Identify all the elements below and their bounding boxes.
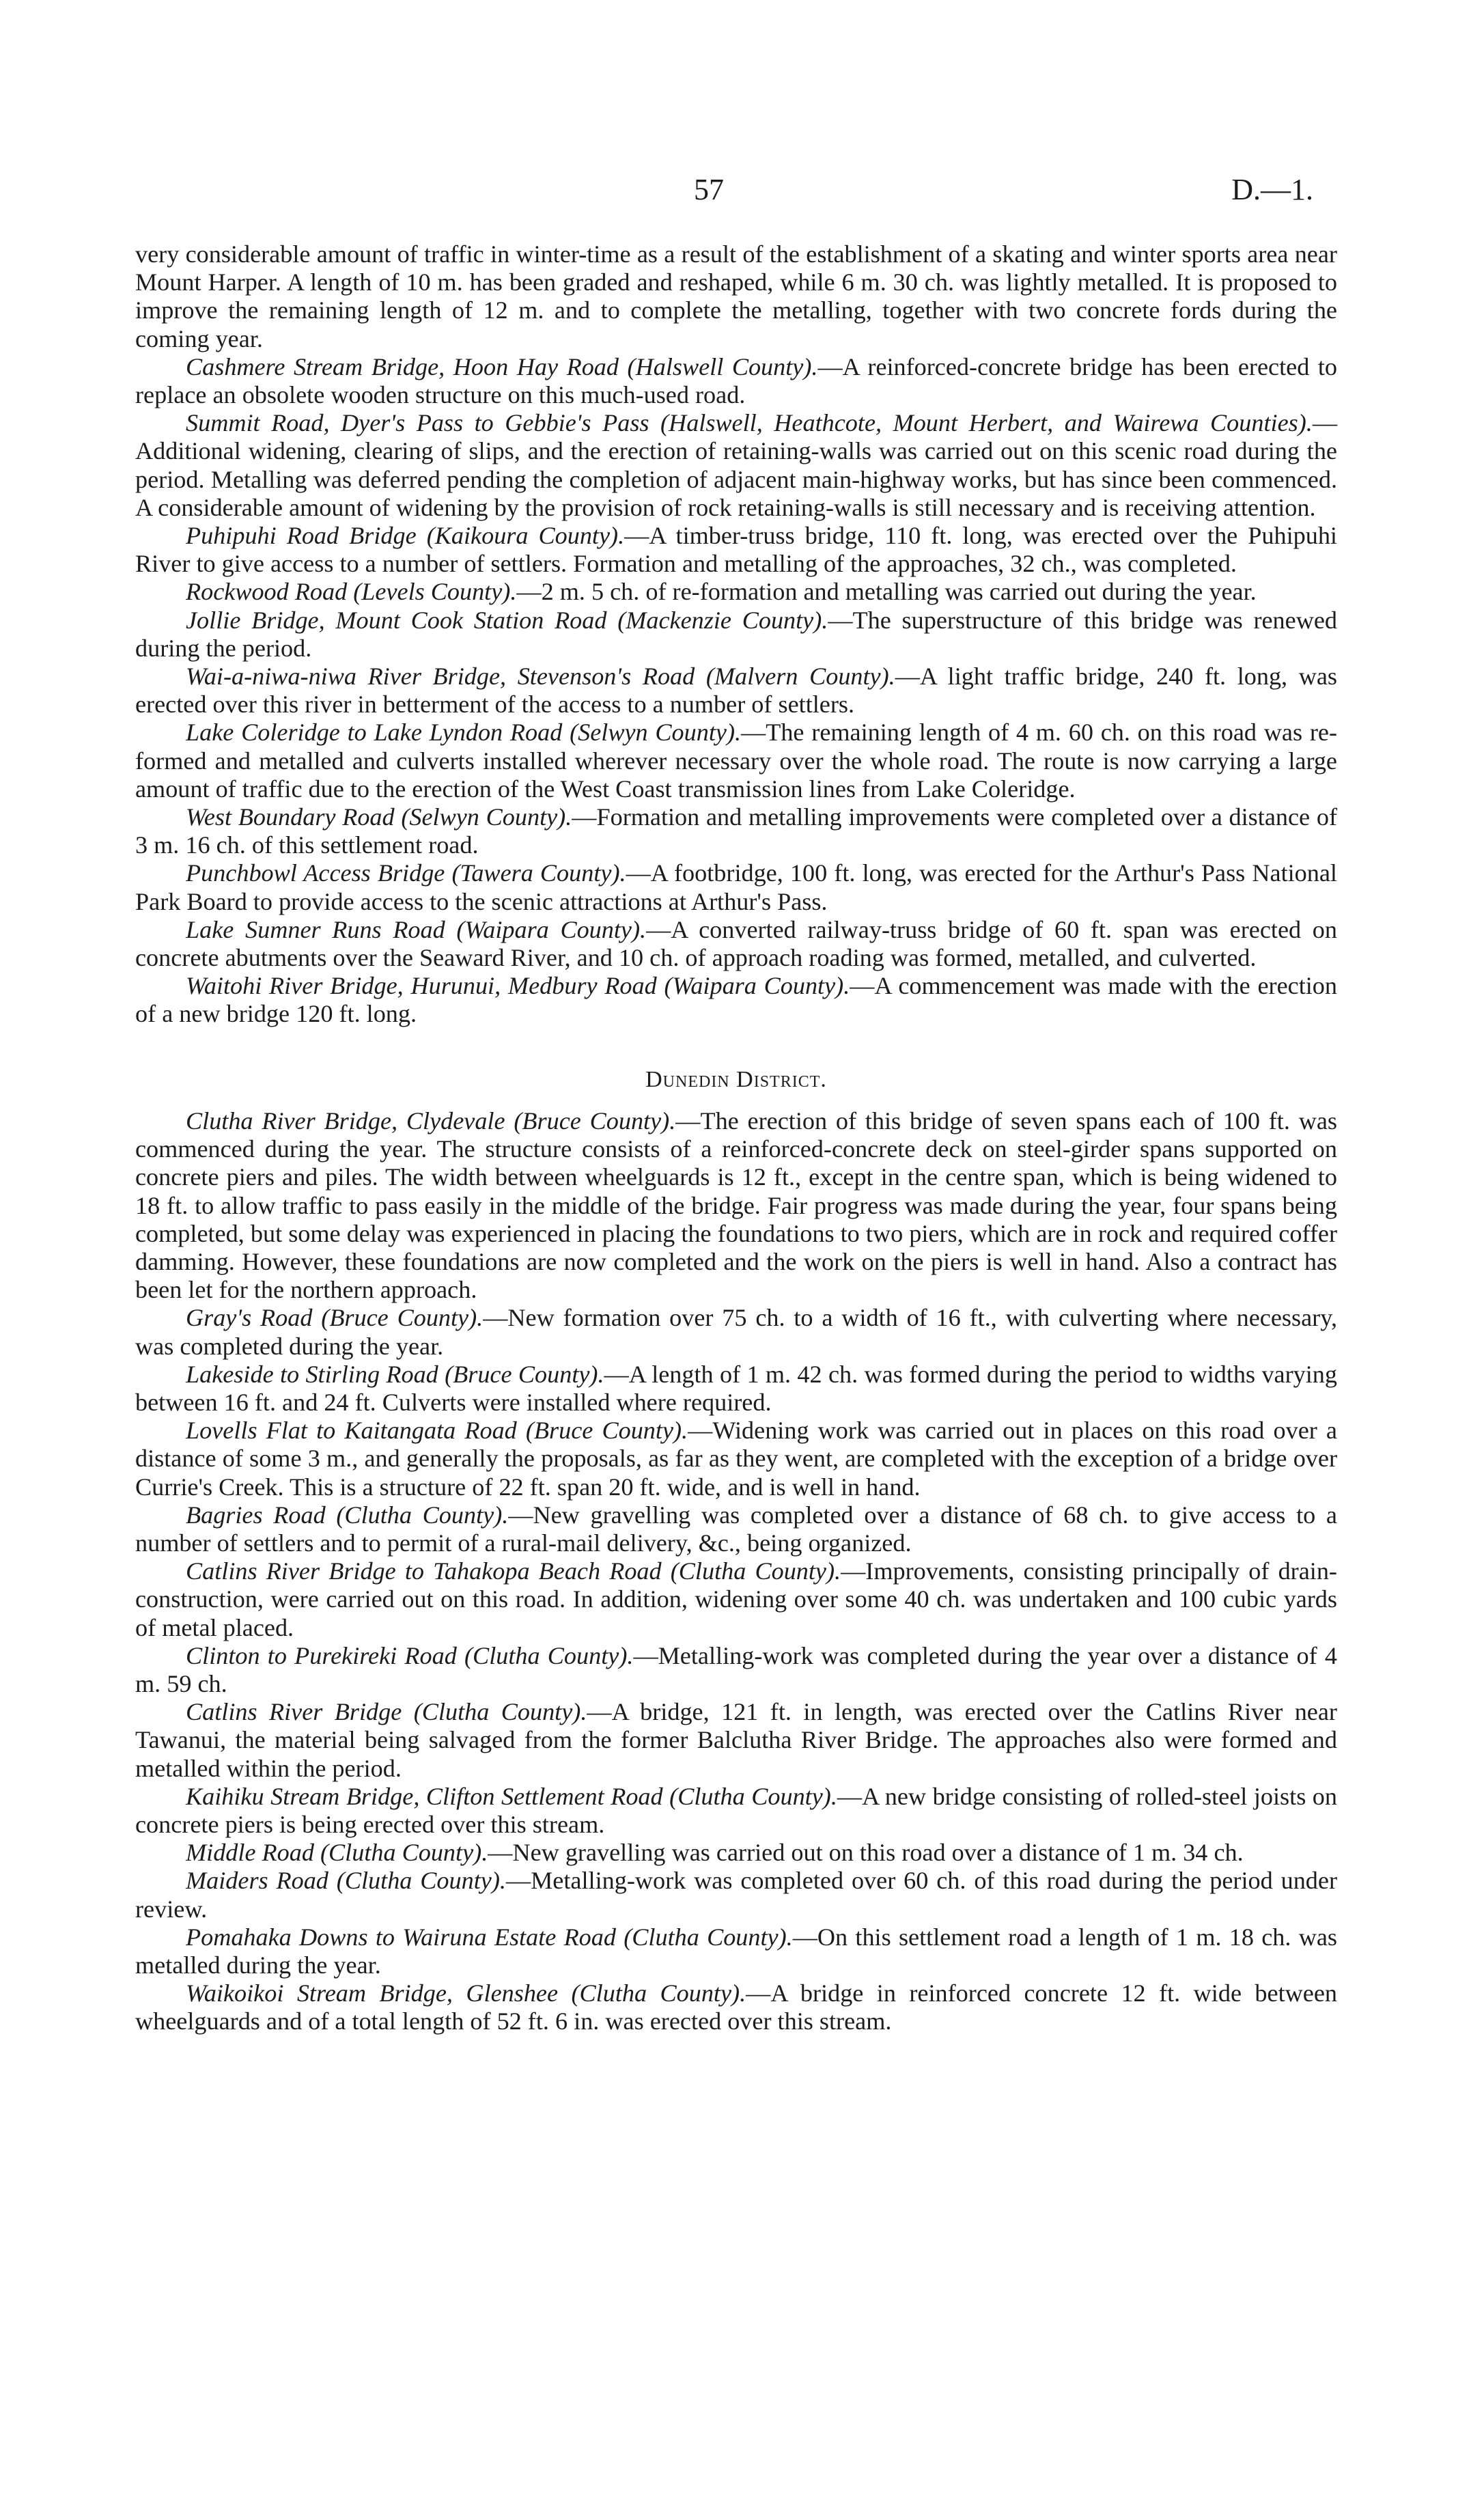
entry-title: Waikoikoi Stream Bridge, Glenshee (Clutha County). (186, 1979, 746, 2007)
entry-title: Middle Road (Clutha County). (186, 1839, 488, 1867)
entry-text: —Formation and metalling improvements were completed over a distance of 3 m. 16 ch. of this settlement road. (135, 803, 1337, 859)
entry-text: —Metalling-work was completed over 60 ch. of this road during the period under review. (135, 1867, 1337, 1923)
entry-title: Lake Coleridge to Lake Lyndon Road (Selwyn County). (186, 719, 742, 747)
entry-paragraph (135, 1867, 1337, 1923)
intro-paragraph: very considerable amount of traffic in winter-time as a result of the establishment of a skating and winter sports area near Mount Harper. A length of 10 m. has been graded and reshaped, while 6 m. 30 ch. was lightly metalled. It is proposed to improve the remaining length of 12 m. and to complete the metalling, together with two concrete fords during the coming year. (135, 240, 1337, 352)
entry-title: Puhipuhi Road Bridge (Kaikoura County). (186, 522, 625, 550)
entry-text: —Additional widening, clearing of slips, and the erection of retaining-walls was carried out on this scenic road during the period. Metalling was deferred pending the completion of adjacent main-highway works, but has since been commenced. A considerable amount of widening by the provision of rock retaining-walls is still necessary and is receiving attention. (135, 409, 1337, 521)
entry-title: Clinton to Purekireki Road (Clutha County). (186, 1641, 634, 1669)
entry-title: Wai-a-niwa-niwa River Bridge, Stevenson's Road (Malvern County). (186, 663, 895, 691)
entry-paragraph (135, 1979, 1337, 2035)
document-body (135, 240, 1337, 2036)
entry-title: Punchbowl Access Bridge (Tawera County). (186, 859, 626, 887)
entry-text: —A timber-truss bridge, 110 ft. long, was erected over the Puhipuhi River to give access to a number of settlers. Formation and metalling of the approaches, 32 ch., was completed. (135, 522, 1337, 578)
entry-text: —New formation over 75 ch. to a width of 16 ft., with culverting where necessary, was completed during the year. (135, 1304, 1337, 1360)
entry-title: Waitohi River Bridge, Hurunui, Medbury Road (Waipara County). (186, 972, 850, 1000)
canterbury-entries (135, 353, 1337, 1029)
entry-title: West Boundary Road (Selwyn County). (186, 803, 572, 831)
entry-text: —A bridge, 121 ft. in length, was erected over the Catlins River near Tawanui, the material being salvaged from the former Balclutha River Bridge. The approaches also were formed and metalled within the period. (135, 1698, 1337, 1782)
entry-title: Maiders Road (Clutha County). (186, 1867, 506, 1895)
entry-text: —On this settlement road a length of 1 m. 18 ch. was metalled during the year. (135, 1923, 1337, 1979)
entry-text: —New gravelling was completed over a distance of 68 ch. to give access to a number of settlers and to permit of a rural-mail delivery, &c., being organized. (135, 1501, 1337, 1557)
entry-paragraph (135, 1417, 1337, 1501)
entry-text: —A length of 1 m. 42 ch. was formed during the period to widths varying between 16 ft. and 24 ft. Culverts were installed where required. (135, 1360, 1337, 1416)
document-reference: D.—1. (1231, 173, 1313, 206)
entry-text: —A footbridge, 100 ft. long, was erected for the Arthur's Pass National Park Board to provide access to the scenic attractions at Arthur's Pass. (135, 859, 1337, 915)
entry-title: Lake Sumner Runs Road (Waipara County). (186, 915, 647, 943)
entry-paragraph (135, 522, 1337, 578)
entry-paragraph (135, 972, 1337, 1028)
entry-paragraph (135, 1783, 1337, 1839)
entry-title: Bagries Road (Clutha County). (186, 1501, 509, 1529)
entry-title: Catlins River Bridge to Tahakopa Beach Road (Clutha County). (186, 1557, 841, 1585)
entry-text: —Metalling-work was completed during the year over a distance of 4 m. 59 ch. (135, 1641, 1338, 1697)
entry-text: —The remaining length of 4 m. 60 ch. on this road was re-formed and metalled and culverts installed wherever necessary over the whole road. The route is now carrying a large amount of traffic due to the erection of the West Coast transmission lines from Lake Coleridge. (135, 719, 1337, 803)
entry-paragraph (135, 1107, 1337, 1304)
entry-title: Cashmere Stream Bridge, Hoon Hay Road (Halswell County). (186, 352, 818, 380)
entry-paragraph (135, 859, 1337, 915)
entry-title: Jollie Bridge, Mount Cook Station Road (Mackenzie County). (186, 606, 828, 634)
entry-text: —New gravelling was carried out on this road over a distance of 1 m. 34 ch. (488, 1839, 1244, 1867)
entry-paragraph (135, 607, 1337, 663)
entry-paragraph (135, 353, 1337, 409)
entry-paragraph (135, 1923, 1337, 1979)
entry-paragraph (135, 1304, 1337, 1360)
entry-text: —A light traffic bridge, 240 ft. long, was erected over this river in betterment of the access to a number of settlers. (135, 663, 1337, 719)
entry-paragraph (135, 1698, 1337, 1783)
section-heading: Dunedin District. (645, 1066, 827, 1092)
entry-title: Summit Road, Dyer's Pass to Gebbie's Pass (Halswell, Heathcote, Mount Herbert, and Wairewa Counties). (186, 409, 1313, 437)
entry-title: Lakeside to Stirling Road (Bruce County). (186, 1360, 604, 1388)
entry-text: —The superstructure of this bridge was renewed during the period. (135, 606, 1337, 662)
page-number: 57 (694, 173, 724, 206)
entry-paragraph (135, 719, 1337, 803)
entry-paragraph (135, 803, 1337, 859)
entry-paragraph (135, 578, 1337, 606)
entry-text: —A bridge in reinforced concrete 12 ft. wide between wheelguards and of a total length of 52 ft. 6 in. was erected over this stream. (135, 1979, 1337, 2035)
entry-title: Lovells Flat to Kaitangata Road (Bruce County). (186, 1417, 688, 1445)
entry-paragraph (135, 663, 1337, 719)
entry-text: —A converted railway-truss bridge of 60 ft. span was erected on concrete abutments over the Seaward River, and 10 ch. of approach roading was formed, metalled, and culverted. (135, 915, 1337, 972)
entry-title: Gray's Road (Bruce County). (186, 1304, 484, 1332)
entry-paragraph (135, 1501, 1337, 1557)
entry-title: Catlins River Bridge (Clutha County). (186, 1698, 587, 1726)
entry-paragraph (135, 1557, 1337, 1642)
entry-text: —A reinforced-concrete bridge has been erected to replace an obsolete wooden structure on this much-used road. (135, 352, 1337, 409)
entry-text: —A new bridge consisting of rolled-steel joists on concrete piers is being erected over this stream. (135, 1782, 1337, 1838)
entry-title: Kaihiku Stream Bridge, Clifton Settlement Road (Clutha County). (186, 1782, 837, 1810)
entry-title: Rockwood Road (Levels County). (186, 578, 517, 606)
entry-paragraph (135, 409, 1337, 522)
entry-title: Clutha River Bridge, Clydevale (Bruce County). (186, 1107, 676, 1135)
entry-paragraph (135, 1642, 1337, 1698)
entry-paragraph (135, 1839, 1337, 1867)
entry-title: Pomahaka Downs to Wairuna Estate Road (Clutha County). (186, 1923, 793, 1951)
entry-paragraph (135, 1361, 1337, 1417)
dunedin-entries (135, 1107, 1337, 2036)
page-header (0, 172, 1484, 213)
entry-text: —2 m. 5 ch. of re-formation and metalling was carried out during the year. (516, 578, 1257, 606)
entry-text: —Improvements, consisting principally of drain-construction, were carried out on this road. In addition, widening over some 40 ch. was undertaken and 100 cubic yards of metal placed. (135, 1557, 1337, 1641)
entry-text: —The erection of this bridge of seven spans each of 100 ft. was commenced during the year. The structure consists of a reinforced-concrete deck on steel-girder spans supported on concrete piers and piles. The width between wheelguards is 12 ft., except in the centre span, which is being widened to 18 ft. to allow traffic to pass easily in the middle of the bridge. Fair progress was made during the year, four spans being completed, but some delay was experienced in placing the foundations to two piers, which are in rock and required coffer damming. However, these foundations are now completed and the work on the piers is well in hand. Also a contract has been let for the northern approach. (135, 1107, 1337, 1304)
entry-paragraph (135, 916, 1337, 972)
entry-text: —A commencement was made with the erection of a new bridge 120 ft. long. (135, 972, 1337, 1028)
entry-text: —Widening work was carried out in places on this road over a distance of some 3 m., and generally the proposals, as far as they went, are completed with the exception of a bridge over Currie's Creek. This is a structure of 22 ft. span 20 ft. wide, and is well in hand. (135, 1417, 1337, 1501)
